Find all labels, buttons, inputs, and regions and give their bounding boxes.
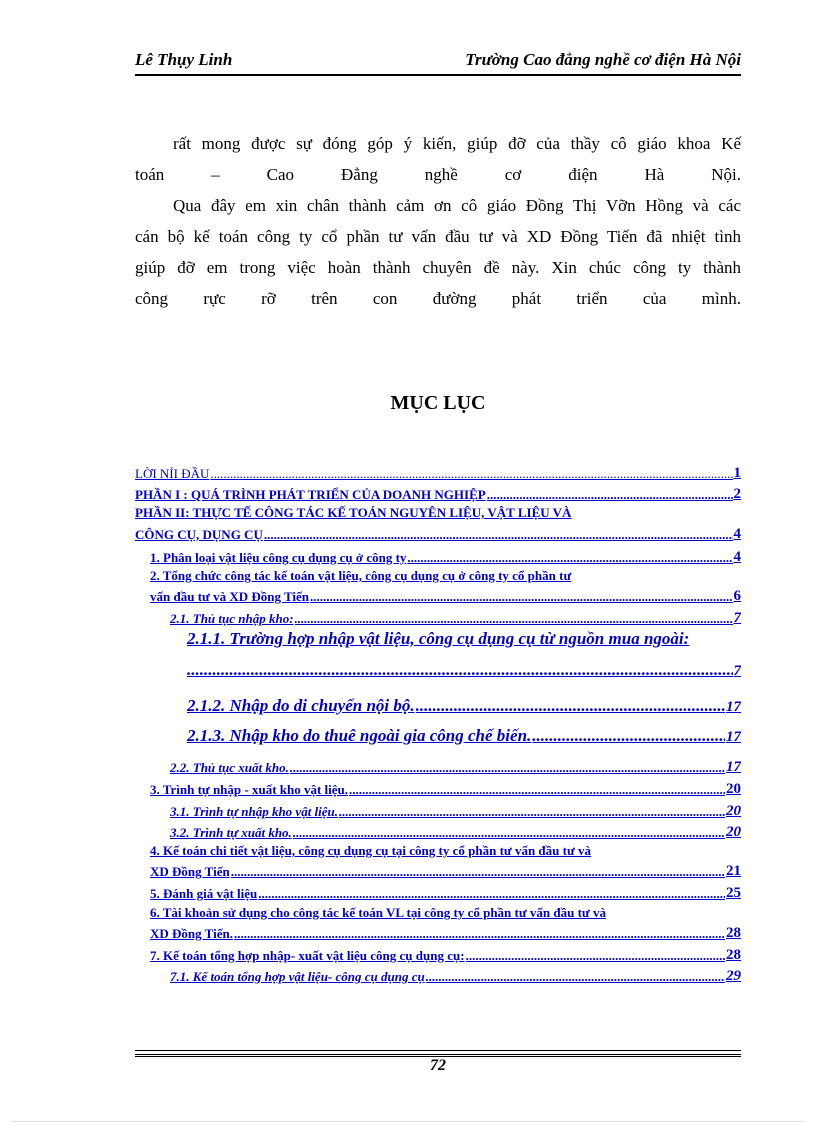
toc-entry-page: 28 [726, 947, 741, 963]
toc-entry-page: 21 [726, 863, 741, 879]
toc-leader-dots [407, 550, 732, 566]
toc-entry-text: 3.1. Trình tự nhập kho vật liệu. [170, 804, 339, 819]
toc-entry-text: 7. Kế toán tổng hợp nhập- xuất vật liệu công cụ dụng cụ: [150, 948, 465, 963]
toc-entry-page: 28 [726, 925, 741, 941]
toc-entry-2-line1[interactable]: 2. Tổng chức công tác kế toán vật liệu, công cụ dụng cụ ở công ty cổ phần tư [150, 568, 572, 583]
toc-entry-page: 7 [733, 663, 741, 679]
toc-entry-2[interactable] [150, 585, 741, 605]
toc-entry-page: 17 [726, 759, 741, 775]
paragraph-line: Qua đây em xin chân thành cảm ơn cô giáo Đồng Thị Vỡn Hồng và các [173, 196, 741, 215]
toc-leader-dots [258, 886, 725, 902]
paragraph-line: cán bộ kế toán công ty cổ phần tư vấn đầu tư và XD Đồng Tiến đã nhiệt tình [135, 227, 741, 246]
toc-entry-phan-1[interactable] [135, 483, 741, 503]
toc-entry-2-1[interactable] [170, 607, 741, 627]
toc-leader-dots [290, 760, 725, 776]
toc-entry-text: 2.1.3. Nhập kho do thuê ngoài gia công chế biến. [187, 726, 532, 745]
toc-entry-phan-2[interactable] [135, 523, 741, 543]
toc-leader-dots [264, 527, 733, 543]
toc-entry-page: 29 [726, 968, 741, 984]
toc-entry-2-1-3[interactable] [187, 722, 741, 746]
toc-entry-text: 3. Trình tự nhập - xuất kho vật liệu. [150, 782, 349, 797]
toc-entry-text: LỜI NỈI ĐẦU [135, 466, 210, 481]
toc-entry-page: 20 [726, 781, 741, 797]
toc-leader-dots [293, 825, 725, 841]
toc-entry-text: 3.2. Trình tự xuất kho. [170, 825, 292, 840]
toc-entry-text: XD Đồng Tiến [150, 864, 230, 879]
toc-entry-3-1[interactable] [170, 800, 741, 820]
toc-leader-dots [532, 726, 725, 746]
toc-entry-page: 20 [726, 803, 741, 819]
toc-leader-dots [487, 487, 733, 503]
toc-entry-5[interactable] [150, 882, 741, 902]
toc-entry-page: 2 [733, 486, 741, 502]
paragraph-line: giúp đỡ em trong việc hoàn thành chuyên đề này. Xin chúc công ty thành [135, 258, 741, 277]
toc-entry-page: 1 [733, 465, 741, 481]
toc-leader-dots [416, 696, 725, 716]
toc-entry-2-1-1[interactable] [187, 658, 741, 680]
toc-leader-dots [187, 660, 733, 680]
toc-entry-6[interactable] [150, 922, 741, 942]
toc-entry-text: 7.1. Kế toán tổng hợp vật liệu- công cụ dụng cụ [170, 969, 425, 984]
footer-rule [135, 1050, 741, 1051]
toc-leader-dots [231, 864, 725, 880]
toc-entry-text: 2.2. Thủ tục xuất kho. [170, 760, 289, 775]
header-school: Trường Cao đẳng nghề cơ điện Hà Nội [465, 50, 741, 69]
toc-leader-dots [426, 969, 725, 985]
page-edge-dotted-line [12, 1121, 804, 1122]
toc-entry-2-1-2[interactable] [187, 692, 741, 716]
toc-entry-page: 17 [726, 699, 741, 715]
paragraph-line: công rực rỡ trên con đường phát triển của mình. [135, 289, 741, 308]
toc-title: MỤC LỤC [390, 392, 486, 414]
toc-entry-text: 2.1.2. Nhập do di chuyển nội bộ. [187, 696, 415, 715]
toc-entry-1[interactable] [150, 546, 741, 566]
toc-entry-text: XD Đồng Tiến. [150, 926, 233, 941]
toc-entry-4[interactable] [150, 860, 741, 880]
toc-entry-loi-noi-dau[interactable] [135, 462, 741, 482]
toc-entry-3[interactable] [150, 778, 741, 798]
toc-leader-dots [310, 589, 732, 605]
toc-entry-page: 25 [726, 885, 741, 901]
toc-entry-page: 20 [726, 824, 741, 840]
toc-entry-page: 7 [733, 610, 741, 626]
toc-leader-dots [234, 926, 725, 942]
toc-leader-dots [339, 804, 725, 820]
toc-leader-dots [210, 466, 732, 482]
toc-entry-text: 2.1. Thủ tục nhập kho: [170, 611, 294, 626]
toc-entry-page: 17 [726, 729, 741, 745]
toc-entry-4-line1[interactable]: 4. Kế toán chi tiết vật liệu, công cụ dụng cụ tại công ty cổ phần tư vấn đầu tư và [150, 843, 592, 858]
paragraph-line: toán – Cao Đẳng nghề cơ điện Hà Nội. [135, 165, 741, 184]
toc-entry-text: CÔNG CỤ, DỤNG CỤ [135, 527, 263, 542]
toc-entry-page: 4 [733, 549, 741, 565]
toc-leader-dots [466, 948, 725, 964]
toc-entry-page: 4 [733, 526, 741, 542]
toc-entry-2-2[interactable] [170, 756, 741, 776]
toc-entry-7-1[interactable] [170, 965, 741, 985]
toc-entry-7[interactable] [150, 944, 741, 964]
page-number: 72 [430, 1057, 446, 1074]
toc-entry-text: vấn đầu tư và XD Đồng Tiến [150, 589, 310, 604]
toc-entry-6-line1[interactable]: 6. Tài khoản sử dụng cho công tác kế toán VL tại công ty cổ phần tư vấn đầu tư và [150, 905, 606, 920]
toc-entry-3-2[interactable] [170, 821, 741, 841]
toc-entry-text: PHẦN I : QUÁ TRÌNH PHÁT TRIỂN CỦA DOANH NGHIỆP [135, 487, 486, 502]
toc-entry-text: 1. Phân loại vật liệu công cụ dụng cụ ở công ty [150, 550, 407, 565]
toc-entry-text: 5. Đánh giá vật liệu [150, 886, 258, 901]
toc-leader-dots [295, 611, 733, 627]
toc-leader-dots [349, 782, 725, 798]
paragraph-line: rất mong được sự đóng góp ý kiến, giúp đỡ của thầy cô giáo khoa Kế [173, 134, 741, 153]
toc-entry-2-1-1-line1[interactable]: 2.1.1. Trường hợp nhập vật liệu, công cụ dụng cụ từ nguồn mua ngoài: [187, 629, 690, 648]
header-author: Lê Thụy Linh [135, 50, 233, 69]
toc-entry-phan-2-line1[interactable]: PHẦN II: THỰC TẾ CÔNG TÁC KẾ TOÁN NGUYÊN LIỆU, VẬT LIỆU VÀ [135, 505, 572, 520]
toc-entry-page: 6 [733, 588, 741, 604]
